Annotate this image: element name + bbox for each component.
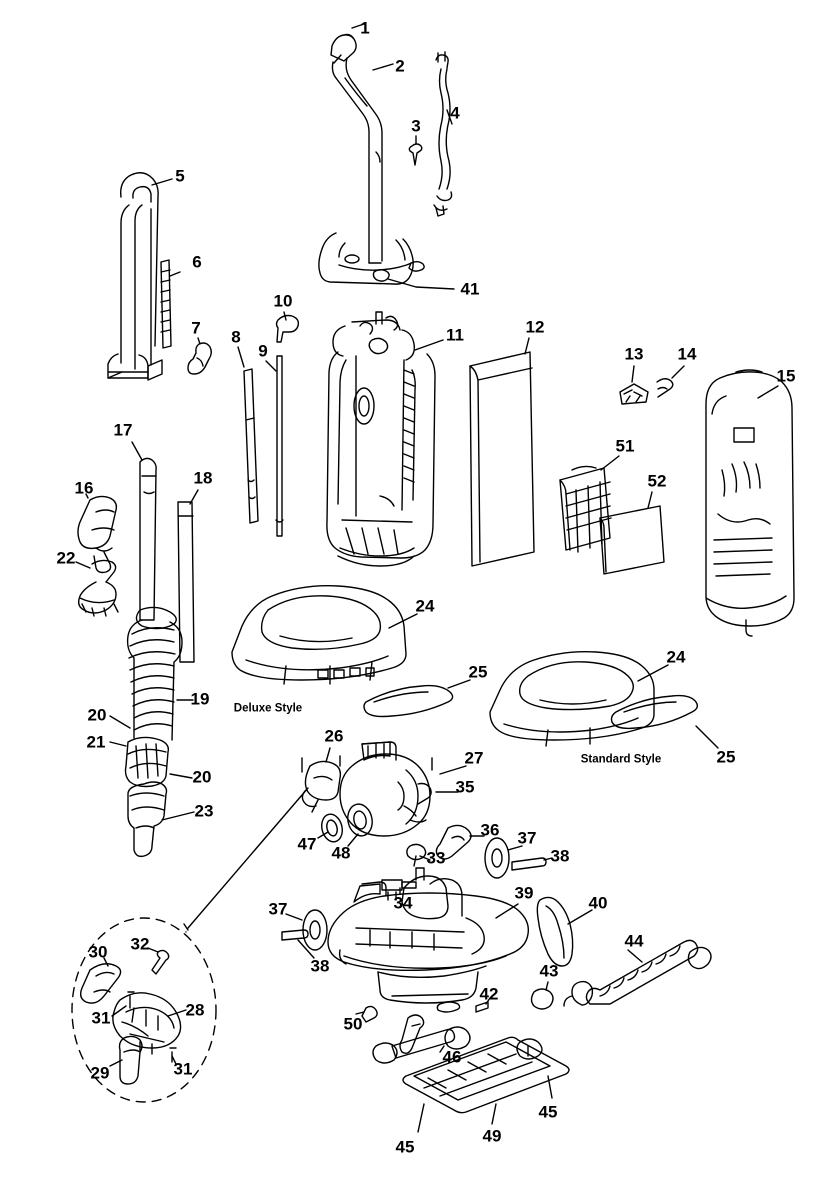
part-25-deluxe-trim <box>364 686 453 717</box>
leader-22 <box>76 562 90 568</box>
part-40-belt <box>537 897 572 966</box>
callout-41: 41 <box>460 279 480 299</box>
part-30-switch-cover <box>81 964 121 1003</box>
leader-45a <box>418 1104 424 1132</box>
part-6-cord-hook-strip <box>161 260 171 348</box>
callout-48: 48 <box>331 843 351 863</box>
callout-18: 18 <box>193 468 213 488</box>
leader-25a <box>448 680 470 688</box>
leader-49 <box>492 1104 496 1124</box>
leader-17 <box>132 442 142 460</box>
leader-10 <box>284 312 286 320</box>
leader-51 <box>601 456 619 470</box>
callout-31-a: 31 <box>91 1008 111 1028</box>
part-13-switch <box>620 384 648 404</box>
callout-12: 12 <box>525 317 545 337</box>
callout-38-right: 38 <box>550 846 570 866</box>
callout-21: 21 <box>86 732 106 752</box>
callout-28: 28 <box>185 1000 205 1020</box>
callout-13: 13 <box>624 344 644 364</box>
callout-2: 2 <box>395 56 405 76</box>
callout-8: 8 <box>231 327 241 347</box>
callout-17: 17 <box>113 420 133 440</box>
callout-39: 39 <box>514 883 534 903</box>
callout-29: 29 <box>90 1063 110 1083</box>
part-19-hose <box>128 607 182 740</box>
leader-14 <box>672 366 684 378</box>
callout-32: 32 <box>130 934 150 954</box>
part-14-clip <box>657 379 673 397</box>
callout-15: 15 <box>776 366 796 386</box>
part-11-main-housing <box>327 312 435 566</box>
part-17-wand <box>140 458 156 620</box>
callout-19: 19 <box>190 689 210 709</box>
callout-42: 42 <box>479 984 499 1004</box>
callout-46: 46 <box>442 1047 462 1067</box>
part-4-power-cord <box>434 52 452 216</box>
callout-22: 22 <box>56 548 76 568</box>
leader-26 <box>326 748 330 762</box>
part-26-bracket <box>302 761 340 812</box>
leader-32 <box>148 948 158 952</box>
leader-6 <box>170 272 180 276</box>
leader-2 <box>373 64 393 70</box>
part-47-motor-fan-end <box>319 812 345 844</box>
leader-24b <box>638 665 668 681</box>
callout-5: 5 <box>175 166 185 186</box>
part-handle-base <box>319 233 414 284</box>
callout-37-right: 37 <box>517 828 537 848</box>
leader-13 <box>632 366 634 382</box>
part-3-screw <box>409 144 421 165</box>
callout-43: 43 <box>539 961 559 981</box>
leader-12 <box>525 338 529 354</box>
callout-34: 34 <box>393 893 413 913</box>
part-10-clip <box>277 316 299 343</box>
callout-7: 7 <box>191 318 201 338</box>
callout-25-deluxe: 25 <box>468 662 488 682</box>
callout-27: 27 <box>464 748 484 768</box>
callout-31-b: 31 <box>173 1059 193 1079</box>
leader-24a <box>389 614 417 628</box>
callout-23: 23 <box>194 801 214 821</box>
callout-24-standard: 24 <box>666 647 686 667</box>
part-9-long-rod <box>276 356 283 536</box>
leader-21 <box>110 742 126 746</box>
part-15-outer-cover <box>706 366 796 636</box>
part-12-filter-bag <box>470 352 534 566</box>
part-43-end-cap <box>532 989 554 1009</box>
leader-23 <box>162 812 194 820</box>
leader-39 <box>496 904 518 918</box>
leader-8 <box>238 347 244 367</box>
callout-49: 49 <box>482 1126 502 1146</box>
callout-20-upper: 20 <box>87 705 107 725</box>
part-41-clips <box>373 262 424 281</box>
callout-45-left: 45 <box>395 1137 415 1157</box>
part-38-axle-left <box>282 930 308 940</box>
part-38-axle-right <box>512 858 546 870</box>
part-33-grommet <box>407 844 426 866</box>
leader-37b <box>286 914 302 920</box>
callout-52: 52 <box>647 471 667 491</box>
leader-27 <box>440 766 466 774</box>
callout-40: 40 <box>588 893 608 913</box>
callout-14: 14 <box>677 344 697 364</box>
leader-25b <box>696 726 718 748</box>
label-standard-style: Standard Style <box>580 753 662 766</box>
part-24-deluxe-hood <box>232 586 406 684</box>
part-5-handle-loop <box>108 173 162 380</box>
part-7-bracket <box>188 343 211 374</box>
callout-11: 11 <box>446 325 464 345</box>
part-8-flat-bar <box>244 369 258 523</box>
callout-6: 6 <box>192 252 202 272</box>
leader-7 <box>198 338 200 344</box>
part-23-hose-end <box>128 782 167 856</box>
callout-1: 1 <box>360 18 370 38</box>
callout-24-deluxe: 24 <box>415 596 435 616</box>
callout-26: 26 <box>324 726 344 746</box>
leader-44 <box>628 950 642 962</box>
leader-43 <box>546 982 548 990</box>
leader-20a <box>110 716 130 728</box>
part-32-screw <box>152 950 169 974</box>
part-handle-grip <box>331 34 356 63</box>
callout-44: 44 <box>624 931 644 951</box>
part-48-motor-hub <box>345 802 375 838</box>
callout-35: 35 <box>455 777 475 797</box>
part-24-standard-hood <box>490 652 654 746</box>
leader-52 <box>648 492 652 508</box>
callout-3: 3 <box>411 116 421 136</box>
callout-16: 16 <box>74 478 94 498</box>
leader-18 <box>190 490 198 504</box>
part-52-filter-pad <box>600 506 664 574</box>
callout-30: 30 <box>88 942 108 962</box>
callout-4: 4 <box>450 103 460 123</box>
callout-50: 50 <box>343 1014 363 1034</box>
callout-47: 47 <box>297 834 317 854</box>
callout-33: 33 <box>426 848 446 868</box>
label-deluxe-style: Deluxe Style <box>233 702 303 715</box>
callout-25-standard: 25 <box>716 747 736 767</box>
part-37-wheel-right <box>485 838 509 878</box>
callout-10: 10 <box>273 291 293 311</box>
callout-38-left: 38 <box>310 956 330 976</box>
part-18-crevice-tool <box>178 502 194 662</box>
leader-9 <box>266 361 276 371</box>
part-22-dusting-brush <box>79 560 118 616</box>
callout-45-right: 45 <box>538 1102 558 1122</box>
leader-11 <box>415 340 443 350</box>
callout-9: 9 <box>258 341 268 361</box>
leader-20b <box>170 774 192 778</box>
part-upper-handle-tube <box>332 58 382 263</box>
part-28-cord-winder <box>113 993 181 1054</box>
callout-51: 51 <box>615 436 635 456</box>
part-50-screw <box>362 1006 377 1022</box>
part-20-hose-collar-upper <box>126 737 169 786</box>
leader-15 <box>758 386 778 398</box>
callout-37-left: 37 <box>268 899 288 919</box>
part-51-filter-frame <box>560 466 611 552</box>
callout-36: 36 <box>480 820 500 840</box>
callout-20-lower: 20 <box>192 767 212 787</box>
